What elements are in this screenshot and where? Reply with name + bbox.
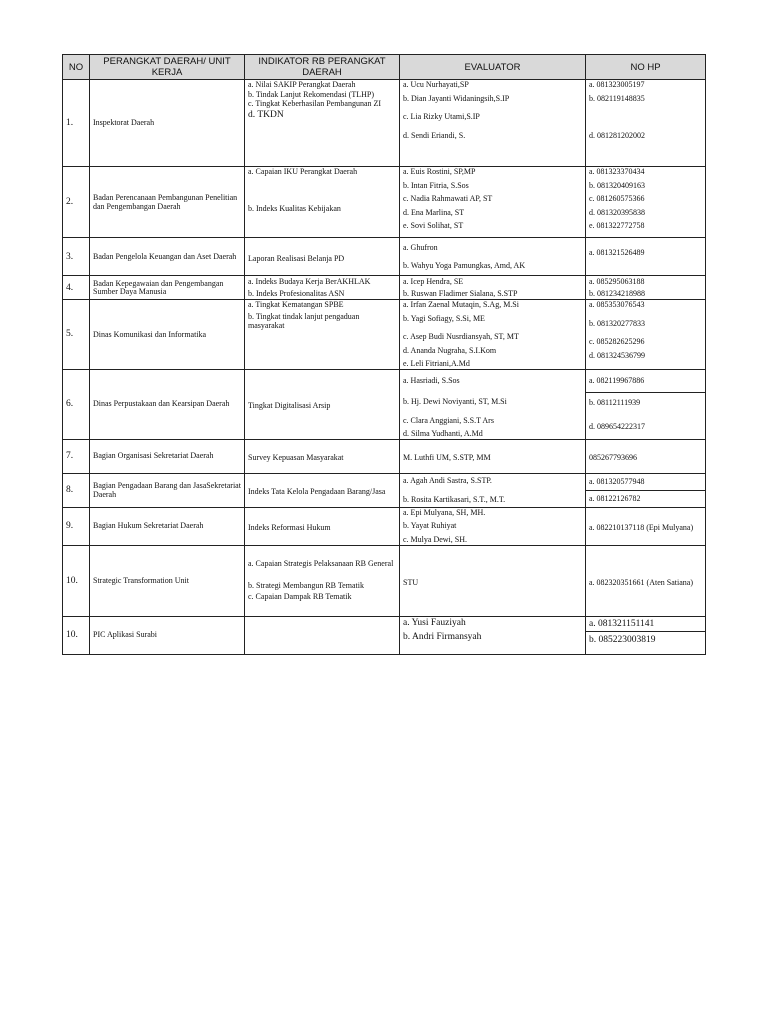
unit-name: Strategic Transformation Unit: [90, 545, 245, 616]
table-row: [63, 439, 706, 473]
phone-item: a. 082119967886: [589, 375, 645, 385]
table-row: [63, 80, 706, 167]
header-row: [63, 55, 706, 80]
phone-item: a. 085353076543: [589, 300, 645, 309]
phone-item: a. 081321151141: [589, 618, 655, 629]
evaluator-item: b. Intan Fitria, S.Sos: [403, 180, 469, 190]
evaluator-item: d. Ananda Nugraha, S.I.Kom: [403, 345, 497, 355]
phone-cell: [586, 507, 706, 545]
phone-item: d. 081320395838: [589, 207, 645, 217]
phone-item: a. 082210137118 (Epi Mulyana): [589, 523, 694, 532]
evaluator-item: a. Ucu Nurhayati,SP: [403, 80, 469, 89]
phone-cell: [586, 167, 706, 238]
phone-item: b. 082119148835: [589, 93, 645, 103]
row-number: 6.: [63, 369, 90, 439]
phone-cell: [586, 369, 706, 439]
indicator-item: c. Tingkat Keberhasilan Pembangunan ZI: [248, 99, 382, 108]
evaluator-item: e. Sovi Solihat, ST: [403, 221, 464, 230]
evaluator-cell: [400, 616, 586, 654]
evaluator-item: a. Icep Hendra, SE: [403, 277, 464, 286]
phone-item: c. 081260575366: [589, 194, 645, 203]
unit-name: Bagian Hukum Sekretariat Daerah: [90, 507, 245, 545]
phone-cell: [586, 545, 706, 616]
header-evaluator: EVALUATOR: [400, 55, 586, 80]
phone-item: d. 081324536799: [589, 350, 645, 360]
table-row: [63, 276, 706, 300]
indicator-item: b. Indeks Profesionalitas ASN: [248, 288, 345, 298]
evaluator-item: e. Leli Fitriani,A.Md: [403, 359, 470, 368]
evaluator-item: d. Ena Marlina, ST: [403, 207, 465, 217]
evaluator-item: b. Hj. Dewi Noviyanti, ST, M.Si: [403, 397, 507, 406]
indicator-item: d. TKDN: [248, 109, 284, 120]
phone-item: d. 089654222317: [589, 422, 645, 431]
phone-cell: [586, 439, 706, 473]
evaluator-item: d. Silma Yudhanti, A.Md: [403, 429, 483, 438]
indicator-item: a. Indeks Budaya Kerja BerAKHLAK: [248, 277, 371, 286]
row-number: 10.: [63, 616, 90, 654]
evaluator-cell: [400, 167, 586, 238]
indicator-cell: [245, 545, 400, 616]
phone-item: a. 082320351661 (Aten Satiana): [589, 577, 693, 587]
phone-item: b. 081320409163: [589, 180, 645, 190]
indicator-cell: [245, 300, 400, 370]
phone-item: a. 081321526489: [589, 248, 645, 257]
indicator-cell: [245, 238, 400, 276]
unit-name: Badan Pengelola Keuangan dan Aset Daerah: [90, 238, 245, 276]
phone-item: e. 081322772758: [589, 221, 645, 230]
evaluator-item: a. Irfan Zaenal Mutaqin, S.Ag, M.Si: [403, 300, 519, 309]
evaluator-item: b. Andri Firmansyah: [403, 631, 482, 642]
table-row: [63, 473, 706, 507]
header-unit: PERANGKAT DAERAH/ UNIT KERJA: [90, 55, 245, 80]
phone-item: b. 081320277833: [589, 318, 645, 328]
evaluator-item: a. Yusi Fauziyah: [403, 617, 466, 628]
table-row: [63, 300, 706, 370]
header-phone: NO HP: [586, 55, 706, 80]
unit-name: PIC Aplikasi Surabi: [90, 616, 245, 654]
phone-item: a. 081320577948: [589, 476, 645, 486]
phone-item: a. 08122126782: [589, 493, 641, 503]
phone-cell: [586, 616, 706, 654]
unit-name: Bagian Organisasi Sekretariat Daerah: [90, 439, 245, 473]
indicator-item: Tingkat Digitalisasi Arsip: [248, 401, 331, 410]
indicator-cell: [245, 80, 400, 167]
indicator-cell: [245, 507, 400, 545]
phone-item: b. 085223003819: [589, 634, 656, 645]
indicator-item: a. Tingkat Kematangan SPBE: [248, 300, 344, 309]
header-no: NO: [63, 55, 90, 80]
phone-cell: [586, 473, 706, 507]
evaluator-cell: [400, 300, 586, 370]
evaluator-item: c. Clara Anggiani, S.S.T Ars: [403, 415, 494, 425]
unit-name: Dinas Perpustakaan dan Kearsipan Daerah: [90, 369, 245, 439]
evaluator-table: [62, 54, 706, 655]
indicator-item: b. Strategi Membangun RB Tematik: [248, 580, 364, 590]
evaluator-cell: [400, 369, 586, 439]
phone-cell: [586, 300, 706, 370]
table-row: [63, 238, 706, 276]
phone-item: b. 081234218988: [589, 288, 645, 298]
row-number: 9.: [63, 507, 90, 545]
table-row: [63, 167, 706, 238]
indicator-cell: [245, 369, 400, 439]
evaluator-item: d. Sendi Eriandi, S.: [403, 130, 466, 140]
indicator-item: Indeks Reformasi Hukum: [248, 523, 331, 532]
phone-item: 085267793696: [589, 453, 637, 462]
phone-item: a. 081323370434: [589, 167, 645, 176]
table-row: [63, 507, 706, 545]
evaluator-item: b. Ruswan Fladimer Sialana, S.STP: [403, 288, 518, 298]
row-number: 5.: [63, 300, 90, 370]
evaluator-item: b. Yayat Ruhiyat: [403, 521, 457, 531]
evaluator-cell: [400, 439, 586, 473]
unit-name: Badan Perencanaan Pembangunan Penelitian dan Pengembangan Daerah: [90, 167, 245, 238]
row-number: 8.: [63, 473, 90, 507]
indicator-item: b. Tindak Lanjut Rekomendasi (TLHP): [248, 89, 374, 99]
header-indicator: INDIKATOR RB PERANGKAT DAERAH: [245, 55, 400, 80]
phone-cell: [586, 80, 706, 167]
evaluator-cell: [400, 545, 586, 616]
evaluator-item: a. Epi Mulyana, SH, MH.: [403, 507, 486, 517]
phone-cell: [586, 238, 706, 276]
phone-item: a. 081323005197: [589, 80, 645, 89]
indicator-item: a. Capaian IKU Perangkat Daerah: [248, 167, 358, 176]
unit-name: Bagian Pengadaan Barang dan JasaSekretariat Daerah: [90, 473, 245, 507]
indicator-item: a. Nilai SAKIP Perangkat Daerah: [248, 80, 356, 89]
unit-name: Dinas Komunikasi dan Informatika: [90, 300, 245, 370]
indicator-item: Indeks Tata Kelola Pengadaan Barang/Jasa: [248, 487, 386, 496]
phone-item: c. 085282625296: [589, 337, 645, 346]
indicator-item: c. Capaian Dampak RB Tematik: [248, 592, 352, 602]
table-row: [63, 369, 706, 439]
evaluator-item: a. Euis Rostini, SP,MP: [403, 167, 476, 176]
indicator-item: Laporan Realisasi Belanja PD: [248, 253, 345, 263]
evaluator-cell: [400, 238, 586, 276]
row-number: 7.: [63, 439, 90, 473]
phone-item: b. 08112111939: [589, 397, 641, 407]
phone-item: d. 081281202002: [589, 131, 645, 140]
row-number: 4.: [63, 276, 90, 300]
evaluator-item: c. Lia Rizky Utami,S.IP: [403, 112, 480, 121]
evaluator-item: a. Agah Andi Sastra, S.STP.: [403, 476, 492, 485]
indicator-item: a. Capaian Strategis Pelaksanaan RB General: [248, 559, 394, 569]
evaluator-cell: [400, 473, 586, 507]
indicator-cell: [245, 439, 400, 473]
indicator-cell: [245, 276, 400, 300]
row-number: 2.: [63, 167, 90, 238]
row-number: 1.: [63, 80, 90, 167]
indicator-item: Survey Kepuasan Masyarakat: [248, 453, 344, 462]
indicator-item: b. Tingkat tindak lanjut pengaduan masyarakat: [248, 311, 360, 330]
evaluator-item: c. Asep Budi Nusrdiansyah, ST, MT: [403, 332, 519, 341]
phone-item: a. 085295063188: [589, 277, 645, 286]
evaluator-cell: [400, 507, 586, 545]
evaluator-item: M. Luthfi UM, S.STP, MM: [403, 453, 491, 462]
unit-name: Badan Kepegawaian dan Pengembangan Sumber Daya Manusia: [90, 276, 245, 300]
evaluator-cell: [400, 276, 586, 300]
indicator-cell: [245, 167, 400, 238]
evaluator-item: b. Rosita Kartikasari, S.T., M.T.: [403, 494, 506, 504]
evaluator-item: b. Wahyu Yoga Pamungkas, Amd, AK: [403, 261, 526, 270]
evaluator-item: b. Yagi Sofiagy, S.Si, ME: [403, 313, 485, 323]
indicator-cell: [245, 616, 400, 654]
evaluator-item: a. Hasriadi, S.Sos: [403, 375, 460, 385]
table-row: [63, 545, 706, 616]
evaluator-item: c. Nadia Rahmawati AP, ST: [403, 194, 493, 203]
indicator-cell: [245, 473, 400, 507]
evaluator-item: b. Dian Jayanti Widaningsih,S.IP: [403, 93, 510, 103]
evaluator-item: a. Ghufron: [403, 242, 438, 252]
row-number: 3.: [63, 238, 90, 276]
indicator-item: b. Indeks Kualitas Kebijakan: [248, 203, 341, 213]
phone-cell: [586, 276, 706, 300]
unit-name: Inspektorat Daerah: [90, 80, 245, 167]
evaluator-item: STU: [403, 577, 419, 587]
table-row: [63, 616, 706, 654]
evaluator-cell: [400, 80, 586, 167]
evaluator-item: c. Mulya Dewi, SH.: [403, 534, 467, 544]
row-number: 10.: [63, 545, 90, 616]
